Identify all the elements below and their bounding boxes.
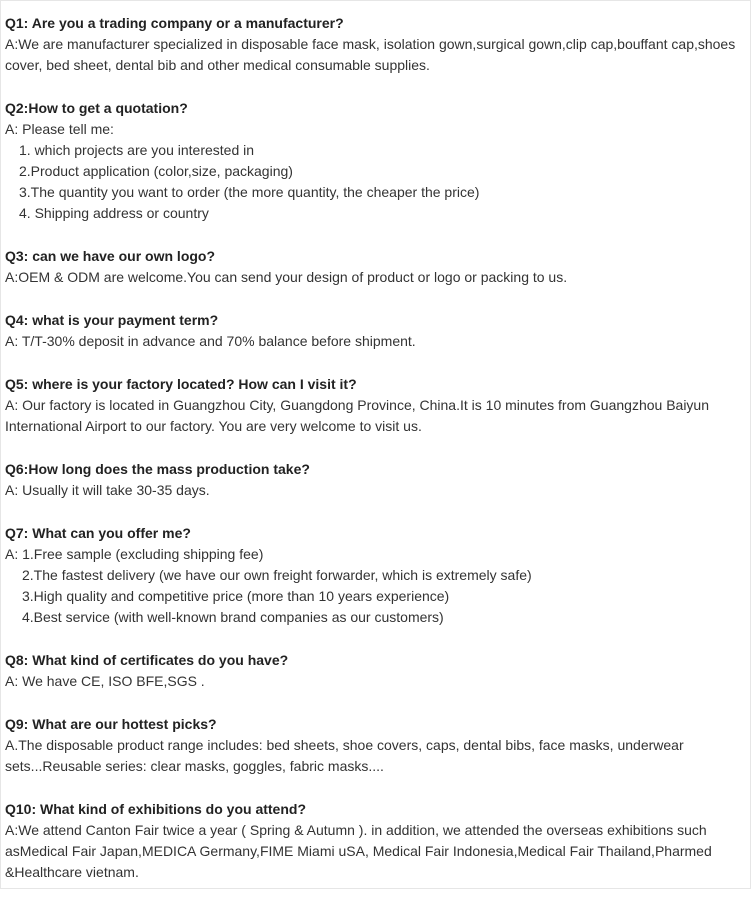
answer-list-item: 2.The fastest delivery (we have our own freight forwarder, which is extremely safe) (22, 567, 532, 583)
answer-line: A.The disposable product range includes: bed sheets, shoe covers, caps, dental bibs, face masks, underwear (5, 737, 684, 753)
faq-answer (5, 267, 740, 288)
faq-answer (5, 34, 740, 76)
answer-list-item: 3.High quality and competitive price (more than 10 years experience) (22, 588, 450, 604)
answer-line: cover, bed sheet, dental bib and other medical consumable supplies. (5, 57, 430, 73)
answer-line: asMedical Fair Japan,MEDICA Germany,FIME Miami uSA, Medical Fair Indonesia,Medical Fair Thailand,Pharmed (5, 843, 712, 859)
faq-question: Q3: can we have our own logo? (5, 248, 216, 264)
faq-question: Q1: Are you a trading company or a manufacturer? (5, 15, 344, 31)
answer-line: A:OEM & ODM are welcome.You can send your design of product or logo or packing to us. (5, 269, 568, 285)
answer-line: A:We attend Canton Fair twice a year ( Spring & Autumn ). in addition, we attended the overseas exhibitions such (5, 822, 707, 838)
faq-item-q2 (5, 98, 740, 224)
faq-question: Q6:How long does the mass production take? (5, 461, 310, 477)
answer-line: A: Please tell me: (5, 121, 114, 137)
answer-line: sets...Reusable series: clear masks, goggles, fabric masks.... (5, 758, 384, 774)
answer-line: A: We have CE, ISO BFE,SGS . (5, 673, 205, 689)
faq-question: Q7: What can you offer me? (5, 525, 191, 541)
faq-item-q8 (5, 650, 740, 692)
faq-answer (5, 480, 740, 501)
faq-answer (5, 544, 740, 628)
answer-list-item: 4.Best service (with well-known brand companies as our customers) (22, 609, 444, 625)
answer-list-item: 3.The quantity you want to order (the more quantity, the cheaper the price) (19, 184, 480, 200)
faq-answer (5, 395, 740, 437)
answer-line: &Healthcare vietnam. (5, 864, 139, 880)
faq-answer (5, 119, 740, 224)
faq-item-q10 (5, 799, 740, 883)
faq-answer (5, 331, 740, 352)
faq-item-q4 (5, 310, 740, 352)
answer-line: A: Our factory is located in Guangzhou City, Guangdong Province, China.It is 10 minutes from Guangzhou Baiyun (5, 397, 710, 413)
faq-item-q3 (5, 246, 740, 288)
faq-question: Q9: What are our hottest picks? (5, 716, 217, 732)
answer-line: A:We are manufacturer specialized in disposable face mask, isolation gown,surgical gown,clip cap,bouffant cap,shoes (5, 36, 736, 52)
faq-item-q6 (5, 459, 740, 501)
faq-question: Q5: where is your factory located? How can I visit it? (5, 376, 357, 392)
faq-question: Q10: What kind of exhibitions do you attend? (5, 801, 306, 817)
faq-answer (5, 735, 740, 777)
faq-answer (5, 820, 740, 883)
answer-line: A: Usually it will take 30-35 days. (5, 482, 210, 498)
faq-answer (5, 671, 740, 692)
faq-list (5, 13, 740, 905)
faq-item-q5 (5, 374, 740, 437)
answer-list-item: 1. which projects are you interested in (19, 142, 255, 158)
faq-item-q7 (5, 523, 740, 628)
faq-item-q1 (5, 13, 740, 76)
answer-list-item: 4. Shipping address or country (19, 205, 209, 221)
answer-line: A: 1.Free sample (excluding shipping fee) (5, 546, 264, 562)
faq-item-q9 (5, 714, 740, 777)
faq-question: Q4: what is your payment term? (5, 312, 219, 328)
answer-line: International Airport to our factory. You are very welcome to visit us. (5, 418, 422, 434)
answer-list-item: 2.Product application (color,size, packaging) (19, 163, 293, 179)
faq-question: Q8: What kind of certificates do you have? (5, 652, 289, 668)
faq-question: Q2:How to get a quotation? (5, 100, 188, 116)
answer-line: A: T/T-30% deposit in advance and 70% balance before shipment. (5, 333, 416, 349)
